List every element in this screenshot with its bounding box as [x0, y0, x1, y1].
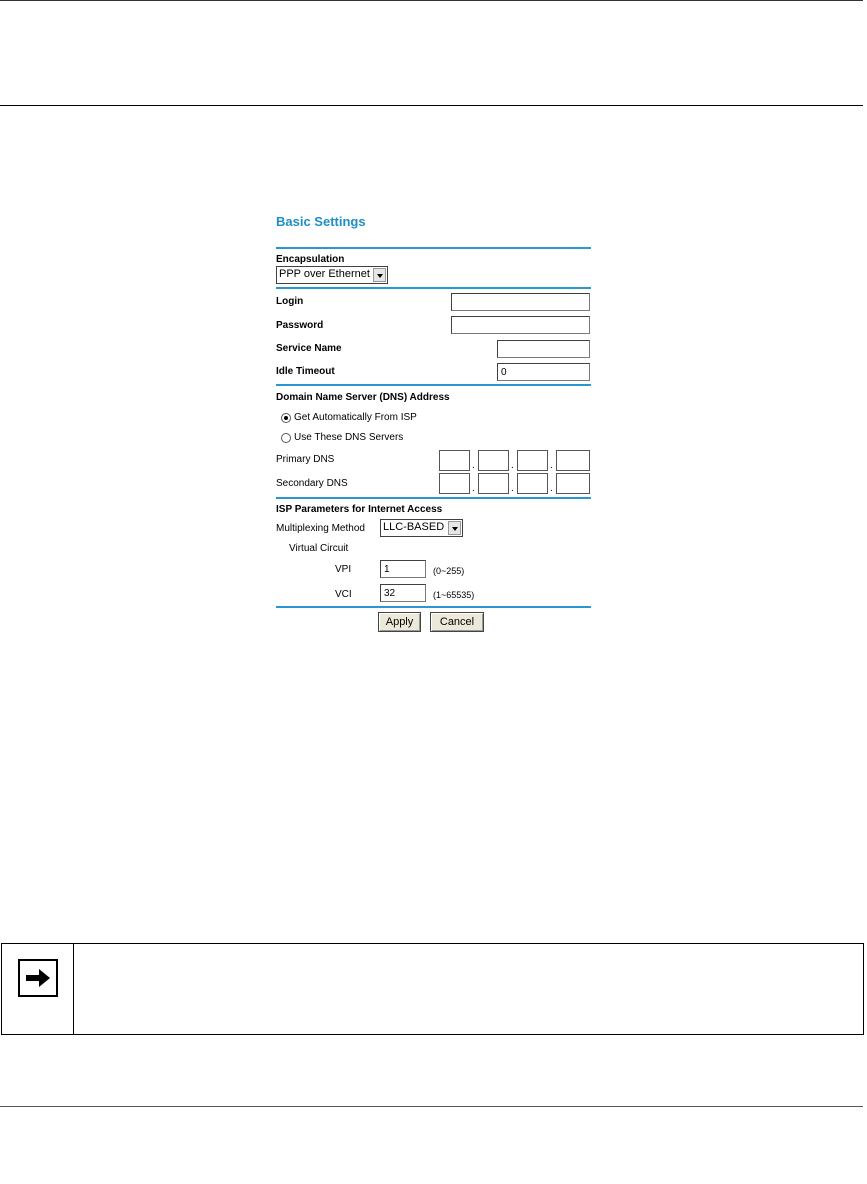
encapsulation-select-value: PPP over Ethernet: [279, 268, 370, 280]
primary-dns-octet-1[interactable]: [439, 450, 470, 471]
vpi-input[interactable]: [380, 560, 426, 578]
arrow-right-icon: [20, 961, 56, 995]
vci-range-hint: (1~65535): [433, 590, 475, 600]
section-divider: [276, 287, 591, 289]
page-top-rule: [0, 0, 863, 1]
vpi-range-hint: (0~255): [433, 566, 465, 576]
note-icon-frame: [18, 959, 58, 997]
login-input[interactable]: [451, 293, 590, 311]
dns-auto-label: Get Automatically From ISP: [294, 412, 417, 423]
section-divider: [276, 606, 591, 608]
service-name-label: Service Name: [276, 343, 342, 354]
primary-dns-label: Primary DNS: [276, 454, 335, 465]
section-divider: [276, 384, 591, 386]
ip-separator: .: [550, 483, 553, 494]
primary-dns-octet-4[interactable]: [556, 450, 590, 471]
vci-input[interactable]: [380, 584, 426, 602]
idle-timeout-input[interactable]: [497, 363, 590, 381]
note-box: [1, 943, 864, 1035]
dns-auto-radio[interactable]: [281, 413, 291, 423]
encapsulation-label: Encapsulation: [276, 254, 345, 265]
dns-manual-radio[interactable]: [281, 433, 291, 443]
chevron-down-icon[interactable]: [448, 521, 461, 535]
login-label: Login: [276, 296, 304, 307]
vci-label: VCI: [335, 589, 352, 600]
encapsulation-select[interactable]: [276, 266, 388, 284]
apply-button[interactable]: Apply: [378, 612, 421, 632]
isp-heading: ISP Parameters for Internet Access: [276, 504, 443, 515]
multiplexing-label: Multiplexing Method: [276, 523, 365, 534]
primary-dns-octet-3[interactable]: [517, 450, 548, 471]
secondary-dns-label: Secondary DNS: [276, 478, 348, 489]
secondary-dns-octet-3[interactable]: [517, 473, 548, 494]
dns-heading: Domain Name Server (DNS) Address: [276, 392, 450, 403]
primary-dns-octet-2[interactable]: [478, 450, 509, 471]
basic-settings-panel: [276, 210, 591, 635]
section-divider: [276, 497, 591, 499]
ip-separator: .: [472, 460, 475, 471]
password-input[interactable]: [451, 316, 590, 334]
secondary-dns-octet-2[interactable]: [478, 473, 509, 494]
vpi-label: VPI: [335, 564, 352, 575]
service-name-input[interactable]: [497, 340, 590, 358]
ip-separator: .: [511, 483, 514, 494]
ip-separator: .: [511, 460, 514, 471]
footer-rule: [0, 1106, 863, 1107]
multiplexing-select-value: LLC-BASED: [383, 521, 445, 533]
ip-separator: .: [550, 460, 553, 471]
cancel-button[interactable]: Cancel: [430, 612, 484, 632]
header-rule: [0, 105, 863, 106]
section-divider: [276, 247, 591, 249]
secondary-dns-octet-4[interactable]: [556, 473, 590, 494]
multiplexing-select[interactable]: [380, 519, 463, 537]
ip-separator: .: [472, 483, 475, 494]
chevron-down-icon[interactable]: [373, 268, 386, 282]
password-label: Password: [276, 320, 324, 331]
page-title: Basic Settings: [276, 214, 366, 229]
note-divider: [73, 944, 74, 1034]
secondary-dns-octet-1[interactable]: [439, 473, 470, 494]
idle-timeout-label: Idle Timeout: [276, 366, 335, 377]
dns-manual-label: Use These DNS Servers: [294, 432, 404, 443]
virtual-circuit-label: Virtual Circuit: [289, 543, 349, 554]
